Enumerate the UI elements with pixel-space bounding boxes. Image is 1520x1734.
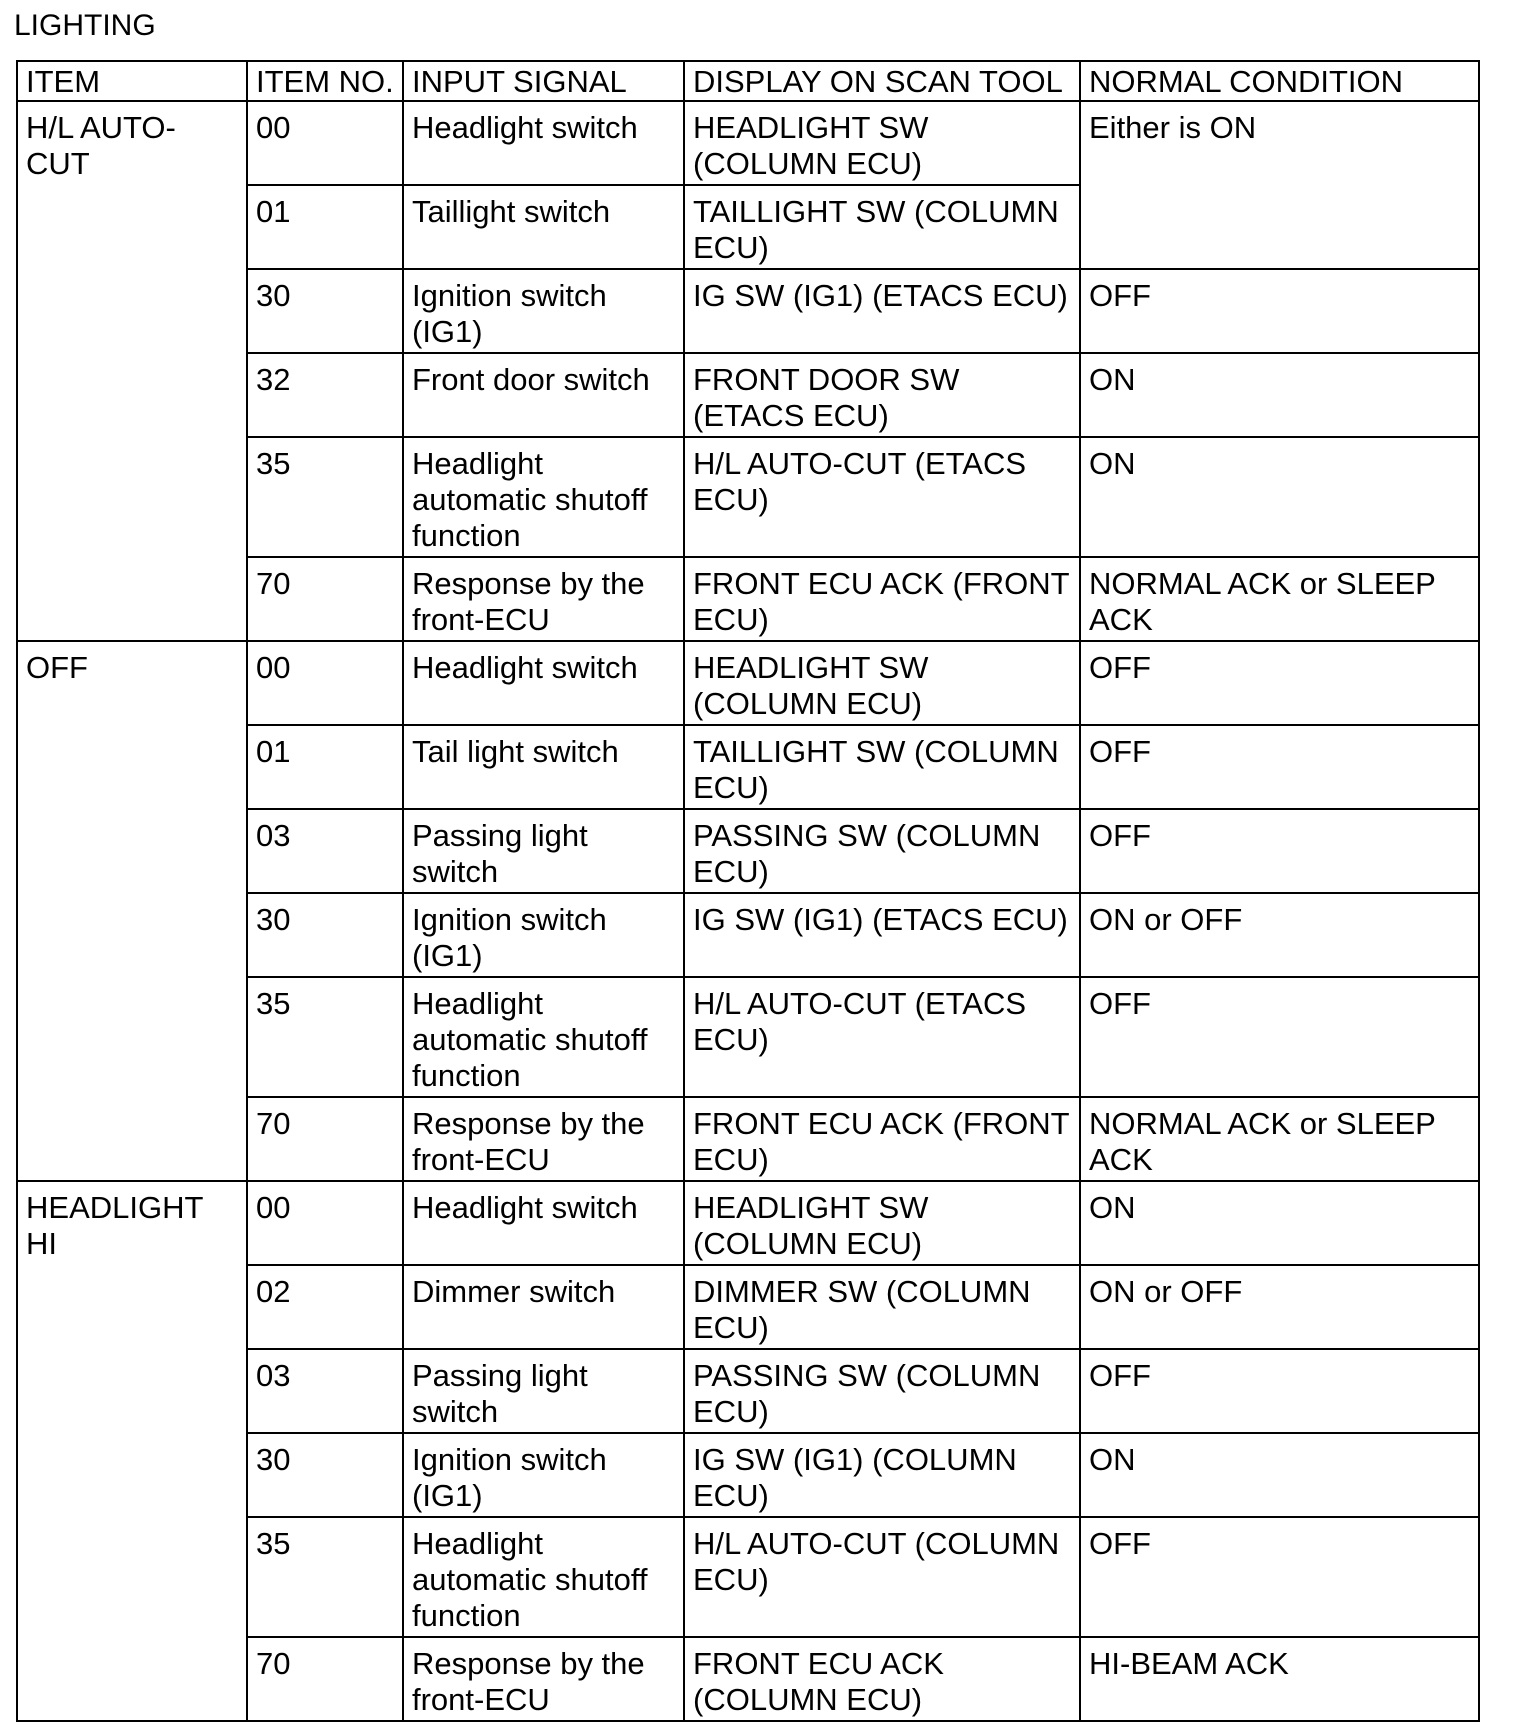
normal-condition-cell: ON or OFF bbox=[1080, 893, 1479, 977]
input-signal-cell: Ignition switch (IG1) bbox=[403, 1433, 684, 1517]
normal-condition-cell: ON or OFF bbox=[1080, 1265, 1479, 1349]
input-signal-cell: Headlight switch bbox=[403, 641, 684, 725]
item-no-cell: 01 bbox=[247, 725, 403, 809]
item-no-cell: 32 bbox=[247, 353, 403, 437]
item-no-cell: 01 bbox=[247, 185, 403, 269]
item-cell: HEADLIGHT HI bbox=[17, 1181, 247, 1721]
normal-condition-cell: HI-BEAM ACK bbox=[1080, 1637, 1479, 1721]
display-cell: FRONT ECU ACK (FRONT ECU) bbox=[684, 1097, 1080, 1181]
input-signal-cell: Tail light switch bbox=[403, 725, 684, 809]
display-cell: PASSING SW (COLUMN ECU) bbox=[684, 809, 1080, 893]
input-signal-cell: Headlight automatic shutoff function bbox=[403, 1517, 684, 1637]
display-cell: TAILLIGHT SW (COLUMN ECU) bbox=[684, 185, 1080, 269]
item-no-cell: 02 bbox=[247, 1265, 403, 1349]
header-item-no: ITEM NO. bbox=[247, 61, 403, 101]
display-cell: TAILLIGHT SW (COLUMN ECU) bbox=[684, 725, 1080, 809]
item-no-cell: 35 bbox=[247, 437, 403, 557]
normal-condition-cell: ON bbox=[1080, 437, 1479, 557]
item-no-cell: 70 bbox=[247, 1637, 403, 1721]
display-cell: HEADLIGHT SW (COLUMN ECU) bbox=[684, 101, 1080, 185]
normal-condition-cell: Either is ON bbox=[1080, 101, 1479, 269]
item-no-cell: 00 bbox=[247, 101, 403, 185]
display-cell: H/L AUTO-CUT (ETACS ECU) bbox=[684, 437, 1080, 557]
display-cell: FRONT ECU ACK (COLUMN ECU) bbox=[684, 1637, 1080, 1721]
header-input-signal: INPUT SIGNAL bbox=[403, 61, 684, 101]
display-cell: H/L AUTO-CUT (ETACS ECU) bbox=[684, 977, 1080, 1097]
header-item: ITEM bbox=[17, 61, 247, 101]
input-signal-cell: Front door switch bbox=[403, 353, 684, 437]
input-signal-cell: Response by the front-ECU bbox=[403, 1097, 684, 1181]
display-cell: H/L AUTO-CUT (COLUMN ECU) bbox=[684, 1517, 1080, 1637]
table-row bbox=[17, 1181, 1479, 1265]
input-signal-cell: Headlight switch bbox=[403, 101, 684, 185]
input-signal-cell: Headlight switch bbox=[403, 1181, 684, 1265]
item-no-cell: 30 bbox=[247, 269, 403, 353]
item-no-cell: 03 bbox=[247, 809, 403, 893]
input-signal-cell: Headlight automatic shutoff function bbox=[403, 437, 684, 557]
display-cell: FRONT DOOR SW (ETACS ECU) bbox=[684, 353, 1080, 437]
header-display-on-scan-tool: DISPLAY ON SCAN TOOL bbox=[684, 61, 1080, 101]
input-signal-cell: Passing light switch bbox=[403, 809, 684, 893]
table-row bbox=[17, 101, 1479, 185]
header-row bbox=[17, 61, 1479, 101]
display-cell: FRONT ECU ACK (FRONT ECU) bbox=[684, 557, 1080, 641]
display-cell: IG SW (IG1) (ETACS ECU) bbox=[684, 269, 1080, 353]
normal-condition-cell: OFF bbox=[1080, 269, 1479, 353]
item-cell: H/L AUTO-CUT bbox=[17, 101, 247, 641]
normal-condition-cell: OFF bbox=[1080, 977, 1479, 1097]
item-no-cell: 35 bbox=[247, 1517, 403, 1637]
item-no-cell: 00 bbox=[247, 1181, 403, 1265]
input-signal-cell: Headlight automatic shutoff function bbox=[403, 977, 684, 1097]
table-row bbox=[17, 641, 1479, 725]
normal-condition-cell: ON bbox=[1080, 1433, 1479, 1517]
normal-condition-cell: OFF bbox=[1080, 641, 1479, 725]
display-cell: PASSING SW (COLUMN ECU) bbox=[684, 1349, 1080, 1433]
normal-condition-cell: OFF bbox=[1080, 1349, 1479, 1433]
input-signal-cell: Passing light switch bbox=[403, 1349, 684, 1433]
normal-condition-cell: OFF bbox=[1080, 725, 1479, 809]
normal-condition-cell: OFF bbox=[1080, 1517, 1479, 1637]
display-cell: IG SW (IG1) (ETACS ECU) bbox=[684, 893, 1080, 977]
header-normal-condition: NORMAL CONDITION bbox=[1080, 61, 1479, 101]
input-signal-cell: Response by the front-ECU bbox=[403, 1637, 684, 1721]
lighting-table bbox=[16, 60, 1480, 1722]
normal-condition-cell: OFF bbox=[1080, 809, 1479, 893]
item-no-cell: 35 bbox=[247, 977, 403, 1097]
item-cell: OFF bbox=[17, 641, 247, 1181]
item-no-cell: 00 bbox=[247, 641, 403, 725]
normal-condition-cell: ON bbox=[1080, 1181, 1479, 1265]
item-no-cell: 30 bbox=[247, 893, 403, 977]
item-no-cell: 03 bbox=[247, 1349, 403, 1433]
input-signal-cell: Ignition switch (IG1) bbox=[403, 269, 684, 353]
document-title: LIGHTING bbox=[14, 9, 156, 42]
item-no-cell: 70 bbox=[247, 1097, 403, 1181]
display-cell: IG SW (IG1) (COLUMN ECU) bbox=[684, 1433, 1080, 1517]
item-no-cell: 70 bbox=[247, 557, 403, 641]
normal-condition-cell: NORMAL ACK or SLEEP ACK bbox=[1080, 1097, 1479, 1181]
display-cell: HEADLIGHT SW (COLUMN ECU) bbox=[684, 1181, 1080, 1265]
input-signal-cell: Response by the front-ECU bbox=[403, 557, 684, 641]
display-cell: HEADLIGHT SW (COLUMN ECU) bbox=[684, 641, 1080, 725]
input-signal-cell: Ignition switch (IG1) bbox=[403, 893, 684, 977]
item-no-cell: 30 bbox=[247, 1433, 403, 1517]
normal-condition-cell: ON bbox=[1080, 353, 1479, 437]
input-signal-cell: Dimmer switch bbox=[403, 1265, 684, 1349]
input-signal-cell: Taillight switch bbox=[403, 185, 684, 269]
normal-condition-cell: NORMAL ACK or SLEEP ACK bbox=[1080, 557, 1479, 641]
display-cell: DIMMER SW (COLUMN ECU) bbox=[684, 1265, 1080, 1349]
